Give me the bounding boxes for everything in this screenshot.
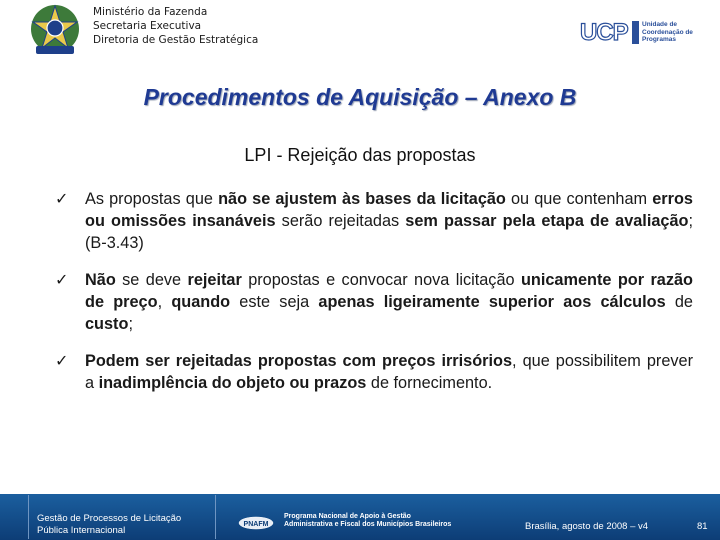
ucp-tag-line: Unidade de	[642, 21, 678, 28]
bullet-emphasis: quando	[171, 293, 231, 311]
bullet-text: de fornecimento.	[366, 374, 493, 392]
bullet-text: , que possibilitem prever a	[85, 352, 694, 392]
bullet-emphasis: custo	[85, 315, 129, 333]
bullet-text: se deve	[115, 271, 188, 289]
bullet-emphasis: inadimplência do objeto ou prazos	[98, 374, 367, 392]
checkmark-icon: ✓	[55, 189, 69, 208]
page-number: 81	[697, 521, 708, 532]
bullet-text: ;	[128, 315, 133, 333]
bullet-emphasis: Podem ser rejeitadas propostas com preços irrisórios	[85, 352, 513, 370]
pnafm-logo-icon	[238, 516, 274, 530]
bullet-text: ; (B-3.43)	[85, 212, 693, 252]
bullet-text: de	[665, 293, 693, 311]
ministry-info	[93, 5, 258, 47]
bullet-item	[55, 188, 693, 254]
bullet-text: propostas e convocar nova licitação	[241, 271, 521, 289]
bullet-text: As propostas que	[85, 190, 219, 208]
checkmark-icon: ✓	[55, 270, 69, 289]
footer-program-line: Programa Nacional de Apoio à Gestão	[284, 513, 411, 520]
footer-course-title	[37, 513, 181, 537]
bullet-list	[55, 188, 693, 409]
bullet-emphasis: rejeitar	[187, 271, 242, 289]
footer-course-line: Pública Internacional	[37, 525, 126, 536]
bullet-item	[55, 350, 693, 394]
bullet-emphasis: unicamente por razão de preço	[85, 271, 693, 311]
bullet-emphasis: erros ou omissões insanáveis	[85, 190, 693, 230]
footer-program-name	[284, 513, 451, 529]
ucp-logo-word: UCP	[580, 19, 628, 46]
ucp-logo-tagline	[642, 21, 693, 44]
slide-subtitle: LPI - Rejeição das propostas	[244, 145, 476, 165]
slide-header	[0, 0, 720, 62]
bullet-emphasis: apenas ligeiramente superior aos cálculos	[318, 293, 666, 311]
ucp-tag-line: Coordenação de	[642, 28, 693, 36]
ucp-logo	[580, 19, 693, 46]
bullet-emphasis: sem passar pela etapa de avaliação	[405, 212, 689, 230]
bullet-text: ,	[157, 293, 172, 311]
slide-title: Procedimentos de Aquisição – Anexo B	[143, 84, 577, 110]
ucp-logo-bar	[632, 21, 639, 44]
footer-date: Brasília, agosto de 2008 – v4	[525, 521, 649, 532]
bullet-text: este seja	[230, 293, 319, 311]
secretariat-line: Secretaria Executiva	[93, 20, 202, 32]
bullet-text: serão rejeitadas	[275, 212, 406, 230]
footer-course-line: Gestão de Processos de Licitação	[37, 513, 182, 524]
pnafm-logo-text: PNAFM	[243, 521, 269, 528]
checkmark-icon: ✓	[55, 351, 69, 370]
bullet-item	[55, 269, 693, 335]
bullet-text: ou que contenham	[505, 190, 653, 208]
ucp-tag-line: Programas	[642, 36, 676, 44]
coat-of-arms-icon	[30, 2, 80, 58]
directorate-line: Diretoria de Gestão Estratégica	[93, 34, 259, 46]
footer-program-line: Administrativa e Fiscal dos Municípios Brasileiros	[284, 521, 452, 528]
ministry-line: Ministério da Fazenda	[93, 6, 208, 18]
bullet-emphasis: Não	[85, 271, 116, 289]
bullet-emphasis: não se ajustem às bases da licitação	[218, 190, 506, 208]
